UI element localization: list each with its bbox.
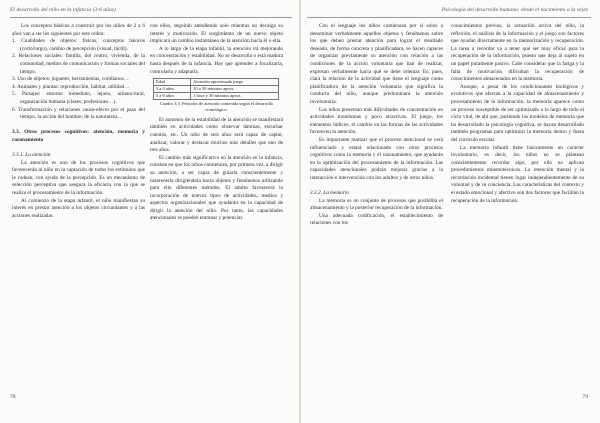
table-caption: Cuadro 3.3. Periodos de atención contenida según el desarrollo cronológico.: [159, 101, 274, 112]
paragraph: El cambio más significativo en la atención en la infancia, consiste en que los niños comienzan, por primera vez, a dirigir su atención, a ser capaz de guiarla conscientemente y mantenerla dirigiéndola hacia objetos y fenómenos utilizando para ello diferentes métodos. El adulto favorecerá la incorporación de nuevos tipos de actividades, medios y aspectos organizacionales que ayudarán en la capacidad de dirigir la atención del niño. Por tanto, las capacidades atencionales se pueden entrenar y potenciar.: [150, 154, 283, 222]
table-cell: 1 hora y 30 minutos aprox.: [191, 93, 279, 100]
paragraph: La memoria infantil tiene básicamente un carácter involuntario, es decir, los niños no se plantean conscientemente recordar algo, por ello no aplican procedimientos mnemotécnicos. La retención mental y la recordación incidental tienen lugar independientemente de su voluntad y de su conciencia. Las características del contexto y el estado emocional y afectivo son dos factores que facilitan la recuperación de la información.: [451, 144, 584, 204]
concepts-list: [12, 38, 145, 122]
left-running-header: El desarrollo del niño en la infancia (3-6 años): [10, 7, 116, 13]
list-item: 6. Transformación y relaciones causa-efecto por el paso del tiempo, la acción del hombre, de la naturaleza…: [12, 106, 145, 121]
right-column-2: [451, 23, 584, 205]
table-cell: 5 a 6 años: [154, 93, 191, 100]
paragraph: A lo largo de la etapa infantil, la atención irá mejorando en concentración y estabilidad. No se desarrolla o está madura hasta después de la infancia. Hay que aprender a focalizarla, controlarla y adaptarla.: [150, 45, 283, 75]
paragraph: Aunque, a pesar de los condicionantes biológicos y evolutivos que afectan a la capacidad de almacenamiento y procesamiento de la información, la memoria aparece como un proceso susceptible de ser optimizado a lo largo de todo el ciclo vital, de ahí que, partiendo los modelos de memoria que ha desarrollado la psicología cognitiva, se hayan desarrollado también programas para optimizar la memoria dentro y fuera del currículo escolar.: [451, 83, 584, 143]
table-cell: 3 a 4 años: [154, 86, 191, 93]
list-item: 2. Relaciones sociales: familia, del centro, vivienda, de la comunidad, medios de comunicación y formas sociales del tiempo.: [12, 53, 145, 75]
table-header-cell: Atención aproximada juego: [191, 79, 279, 86]
paragraph: La atención es uno de los procesos cognitivos que favorecerán al niño en la captación de todos los estímulos que le rodean, con ayuda de la percepción. Es un mecanismo de selección perceptiva que asegura la eficacia con la que se realiza el procesamiento de la información.: [12, 159, 145, 197]
right-running-header: Psicología del desarrollo humano: desde el nacimiento a la vejez: [441, 7, 588, 13]
paragraph: Una adecuada codificación, el establecimiento de relaciones con los: [310, 212, 443, 227]
list-item: 4. Animales y plantas: reproducción, hábitat, utilidad…: [12, 83, 130, 90]
paragraph: La memoria es un conjunto de procesos que posibilita el almacenamiento y la posterior recuperación de la información.: [310, 197, 443, 212]
attention-table: [153, 78, 279, 100]
paragraph: El aumento de la estabilidad de la atención se manifestará también en actividades como observar láminas, escuchar cuentos, etc. Un niño de seis años será capaz de captar, analizar, valorar y destacar muchos más detalles que uno de tres años.: [150, 116, 283, 154]
paragraph: Los niños presentan más dificultades de concentración en actividades monótonas y poco atractivas. El juego, los elementos lúdicos, el cambio en las formas de las actividades favorecen la atención.: [310, 106, 443, 136]
list-item: 5. Paisajes: entorno inmediato, lejano, urbano/rural, organización humana (clases, profesiones…).: [12, 91, 145, 105]
table-header-cell: Edad: [154, 79, 191, 86]
subsection-heading-memory: 3.3.2. La memoria: [310, 190, 349, 197]
list-item: 3. Uso de objetos: juguetes, herramientas, cotidianos…: [12, 76, 129, 83]
paragraph: con ellos, seguirán atendiendo solo mientras no decaiga su interés y motivación. El surgimiento de un nuevo objeto implicará un cambio instantáneo de la atención hacia él o ella.: [150, 23, 283, 45]
left-column-2: [150, 23, 283, 223]
right-page: [301, 0, 600, 423]
left-page-number: 78: [10, 394, 16, 400]
section-heading: 3.3. Otros procesos cognitivos: atención, memoria y razonamiento: [12, 129, 145, 143]
subsection-heading-attention: 3.3.1. La atención: [12, 152, 51, 159]
list-item: 1. Cualidades de objetos: físicos, conceptos básicos (corto/largo), cambio de percepción (visual, táctil).: [12, 38, 145, 52]
right-header-rule: [307, 17, 591, 18]
table-cell: 10 a 50 minutos aprox.: [191, 86, 279, 93]
left-column-1: [12, 23, 145, 220]
right-page-number: 79: [582, 394, 588, 400]
paragraph: Con el lenguaje los niños comienzan por sí solos a denominar verbalmente aquellos objetos y fenómenos sobre los que deben prestar atención para lograr el resultado deseado, de forma concreta y planificadora, se hacen capaces de organizar previamente su atención con relación a las condiciones de la acción voluntaria que han de realizar, expresan verbalmente hacia qué se debe orientar. Es, pues, clara la relación de la actividad que tiene el lenguaje como planificadora de la atención voluntaria que significa la conducta del niño, aunque predominará la atención involuntaria.: [310, 23, 443, 105]
table-row: [154, 86, 279, 93]
left-intro-paragraph: Los conceptos básicos a construir por los niños de 2 a 6 años van a ser los siguientes por este orden:: [12, 23, 145, 37]
paragraph: Es importante matizar que el proceso atencional se verá influenciado y estará relacionado con otros procesos cognitivos como la memoria y el razonamiento, que ayudarán en la optimización del procesamiento de la información. Las capacidades atencionales podrán mejorar gracias a la interacción e intervención con los adultos y de otros niños.: [310, 136, 443, 181]
right-column-1: [310, 23, 443, 228]
table-row: [154, 93, 279, 100]
table-header-row: [154, 79, 279, 86]
paragraph: conocimientos previos, la actuación activa del niño, la reflexión, el análisis de la información y el juego son factores que ayudan directamente en la memorización y recuperación. La tarea a recordar va a tener que ser muy eficaz para la recuperación de la información, puesto que deja al sujeto en un papel puramente pasivo. Cabe considerar que la fatiga y la falta de motivación dificultan la recuperación de conocimientos almacenados en la memoria.: [451, 23, 584, 83]
left-page: [0, 0, 299, 423]
paragraph: Al comienzo de la etapa infantil, el niño manifiestan su interés en prestar atención a los objetos circundantes y a las acciones realizadas: [12, 197, 145, 219]
left-header-rule: [10, 17, 292, 18]
